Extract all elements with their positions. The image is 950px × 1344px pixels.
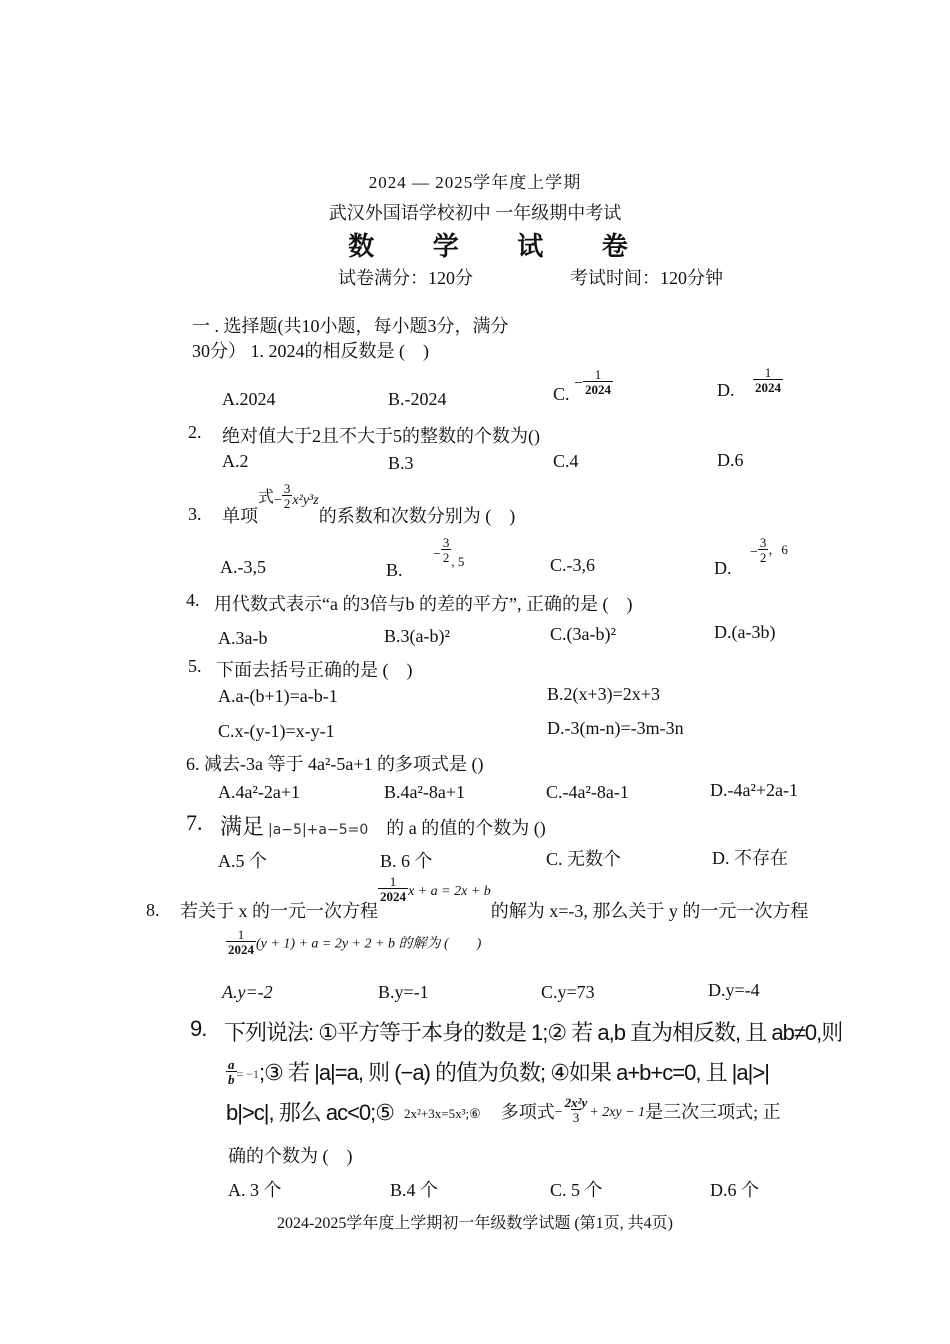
q3-stem: 单项式$_-$ $\frac{3}{2}$ $_{x^2y^3z}$的系数和次数分别为 ( ) (222, 481, 516, 527)
q2-number: 2. (188, 422, 202, 442)
q1-option-c: C. − $\frac{1}{2024}$ (553, 367, 612, 405)
q1-option-a: A.2024 (222, 389, 276, 409)
q7-option-d: D. 不存在 (712, 848, 788, 868)
q4-stem: 用代数式表示“a 的3倍与b 的差的平方”, 正确的是 ( ) (214, 594, 633, 614)
q3-option-d: D. − $\frac{3}{2}$ ，6 (714, 535, 788, 579)
q6-option-b: B.4a²-8a+1 (384, 782, 466, 802)
q6-option-a: A.4a²-2a+1 (218, 782, 301, 802)
q3-number: 3. (188, 504, 202, 524)
q8-option-c: C.y=73 (541, 982, 595, 1002)
q1-option-d: D. $\frac{1}{2024}$ (717, 365, 781, 401)
q8-option-a: A.y=-2 (222, 982, 273, 1002)
q6-option-d: D.-4a²+2a-1 (710, 780, 799, 800)
header-year: 2024 — 2025学年度上学期 (368, 173, 582, 192)
q9-option-b: B.4 个 (390, 1180, 439, 1200)
q1-option-b: B.-2024 (388, 389, 447, 409)
full-score: 试卷满分：120分 (338, 268, 473, 288)
q2-stem: 绝对值大于2且不大于5的整数的个数为() (222, 426, 540, 446)
section-heading-2: 30分） 1. 2024的相反数是 ( ) (192, 341, 429, 361)
q4-option-b: B.3(a-b)² (384, 626, 450, 646)
q9-option-d: D.6 个 (710, 1180, 759, 1200)
q8-stem: 若关于 x 的一元一次方程 $\frac{1}{2024}$ x + a = 2x + b的解为 x=-3, 那么关于 y 的一元一次方程 (180, 874, 809, 922)
q6-stem: 6. 减去-3a 等于 4a²-5a+1 的多项式是 () (186, 754, 484, 774)
q8-equation-2: $\frac{1}{2024}$ (y + 1) + a = 2y + 2 + b 的解为 ( ) (228, 927, 482, 957)
q7-number: 7. (186, 810, 203, 835)
q8-option-d: D.y=-4 (708, 980, 760, 1000)
q9-line-3: b|>c|, 那么 ac<0;⑤ $_{2x^2+3x=5x^3;⑥}$ 多项式− $\frac{\text{2x²y}}{3}$ + 2xy − 1是三次三项式; 正 (226, 1095, 781, 1126)
q7-option-b: B. 6 个 (380, 851, 433, 871)
q7-stem: 满足 |a−5|+a−5=0 的 a 的值的个数为 () (220, 814, 546, 839)
q2-option-b: B.3 (388, 453, 414, 473)
q5-option-d: D.-3(m-n)=-3m-3n (547, 718, 684, 738)
page-title: 数 学 试 卷 (348, 232, 654, 261)
q2-option-a: A.2 (222, 451, 249, 471)
q3-option-b: B. $_-$ $\frac{3}{2}$ $_{, 5}$ (386, 535, 465, 581)
q4-option-d: D.(a-3b) (714, 622, 776, 642)
q5-number: 5. (188, 656, 202, 676)
q9-line-4: 确的个数为 ( ) (228, 1146, 353, 1166)
exam-time: 考试时间：120分钟 (570, 268, 723, 288)
q6-option-c: C.-4a²-8a-1 (546, 782, 629, 802)
q9-option-a: A. 3 个 (228, 1180, 282, 1200)
q5-stem: 下面去括号正确的是 ( ) (216, 660, 413, 680)
q8-number: 8. (146, 900, 160, 920)
q3-option-a: A.-3,5 (220, 557, 266, 577)
q5-option-a: A.a-(b+1)=a-b-1 (218, 686, 338, 706)
q9-line-1: 下列说法: ①平方等于本身的数是 1;② 若 a,b 直为相反数, 且 ab≠0,则 (224, 1020, 843, 1045)
q4-number: 4. (186, 590, 200, 610)
section-heading-1: 一 . 选择题(共10小题，每小题3分，满分 (192, 316, 509, 336)
q2-option-c: C.4 (553, 451, 579, 471)
q8-option-b: B.y=-1 (378, 982, 429, 1002)
q9-option-c: C. 5 个 (550, 1180, 603, 1200)
q5-option-b: B.2(x+3)=2x+3 (547, 684, 660, 704)
q7-option-a: A.5 个 (218, 851, 267, 871)
q4-option-a: A.3a-b (218, 628, 268, 648)
page-footer: 2024-2025学年度上学期初一年级数学试题 (第1页, 共4页) (277, 1215, 673, 1232)
q4-option-c: C.(3a-b)² (550, 624, 616, 644)
q9-line-2: $\frac{a}{b}$ = −1;③ 若 |a|=a, 则 (−a) 的值为负数; ④如果 a+b+c=0, 且 |a|>| (228, 1057, 769, 1088)
header-school: 武汉外国语学校初中 一年级期中考试 (328, 203, 622, 223)
q5-option-c: C.x-(y-1)=x-y-1 (218, 721, 335, 741)
q9-number: 9. (190, 1016, 207, 1041)
q3-option-c: C.-3,6 (550, 555, 595, 575)
q2-option-d: D.6 (717, 450, 744, 470)
q7-option-c: C. 无数个 (546, 849, 622, 869)
